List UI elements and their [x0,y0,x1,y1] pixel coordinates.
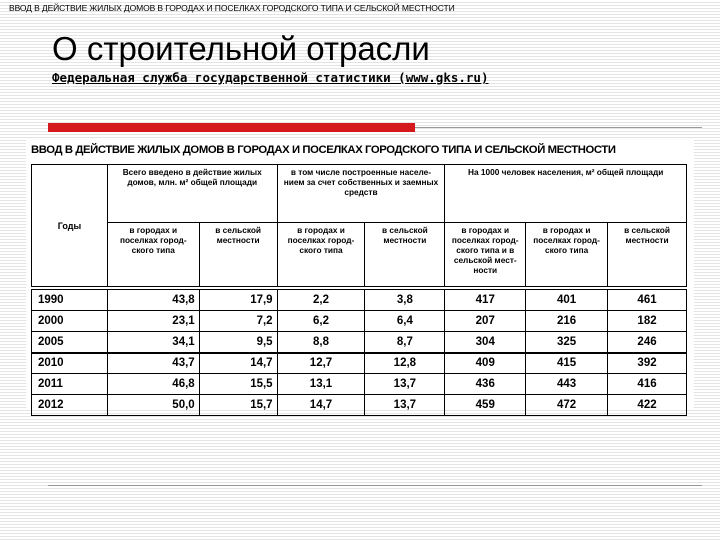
header-sub-urban: в городах и поселках город- ского типа [107,223,199,287]
value-cell: 2,2 [277,290,365,311]
year-cell: 1990 [32,290,108,311]
value-cell: 50,0 [107,395,199,416]
value-cell: 15,5 [199,374,277,395]
header-row-2 [32,223,687,287]
red-accent-bar [48,123,415,132]
header-sub-rural: в сельской местности [365,223,445,287]
table-row [32,395,687,416]
header-row-1 [32,165,687,223]
value-cell: 6,2 [277,311,365,332]
value-cell: 23,1 [107,311,199,332]
value-cell: 43,7 [107,353,199,374]
bottom-divider [48,485,702,486]
value-cell: 325 [526,332,608,353]
value-cell: 13,1 [277,374,365,395]
header-years: Годы [32,165,108,287]
header-sub-urban: в городах и поселках город- ского типа [526,223,608,287]
value-cell: 417 [445,290,526,311]
year-cell: 2011 [32,374,108,395]
value-cell: 409 [445,353,526,374]
value-cell: 461 [608,290,687,311]
statistics-table-image [26,138,694,411]
header-sub-all: в городах и поселках город- ского типа и в сельской мест- ности [445,223,526,287]
value-cell: 472 [526,395,608,416]
year-cell: 2010 [32,353,108,374]
top-caption: ВВОД В ДЕЙСТВИЕ ЖИЛЫХ ДОМОВ В ГОРОДАХ И ПОСЕЛКАХ ГОРОДСКОГО ТИПА И СЕЛЬСКОЙ МЕСТНОСТИ [9,3,455,13]
table-row [32,353,687,374]
value-cell: 443 [526,374,608,395]
value-cell: 12,8 [365,353,445,374]
value-cell: 436 [445,374,526,395]
table-row [32,374,687,395]
page-title: О строительной отрасли [52,30,430,67]
table-title: ВВОД В ДЕЙСТВИЕ ЖИЛЫХ ДОМОВ В ГОРОДАХ И ПОСЕЛКАХ ГОРОДСКОГО ТИПА И СЕЛЬСКОЙ МЕСТНОСТИ [31,144,616,156]
value-cell: 8,8 [277,332,365,353]
value-cell: 6,4 [365,311,445,332]
value-cell: 459 [445,395,526,416]
value-cell: 182 [608,311,687,332]
value-cell: 17,9 [199,290,277,311]
value-cell: 401 [526,290,608,311]
year-cell: 2012 [32,395,108,416]
value-cell: 422 [608,395,687,416]
value-cell: 304 [445,332,526,353]
value-cell: 7,2 [199,311,277,332]
table-row [32,332,687,353]
header-sub-urban: в городах и поселках город- ского типа [277,223,365,287]
value-cell: 9,5 [199,332,277,353]
value-cell: 34,1 [107,332,199,353]
header-per-1000: На 1000 человек населения, м² общей площади [445,165,687,223]
table-row [32,311,687,332]
value-cell: 14,7 [199,353,277,374]
table-body [32,290,687,416]
value-cell: 13,7 [365,395,445,416]
value-cell: 15,7 [199,395,277,416]
housing-statistics-table [31,164,687,416]
value-cell: 43,8 [107,290,199,311]
header-sub-rural: в сельской местности [608,223,687,287]
value-cell: 207 [445,311,526,332]
header-built-by-population: в том числе построенные населе- нием за счет собственных и заемных средств [277,165,445,223]
year-cell: 2005 [32,332,108,353]
value-cell: 13,7 [365,374,445,395]
value-cell: 14,7 [277,395,365,416]
value-cell: 8,7 [365,332,445,353]
value-cell: 415 [526,353,608,374]
table-row [32,290,687,311]
value-cell: 392 [608,353,687,374]
year-cell: 2000 [32,311,108,332]
header-total-introduced: Всего введено в действие жилых домов, млн. м² общей площади [107,165,277,223]
value-cell: 216 [526,311,608,332]
value-cell: 12,7 [277,353,365,374]
value-cell: 46,8 [107,374,199,395]
value-cell: 246 [608,332,687,353]
top-divider [415,127,702,128]
value-cell: 416 [608,374,687,395]
value-cell: 3,8 [365,290,445,311]
source-subtitle: Федеральная служба государственной статистики (www.gks.ru) [52,70,489,85]
header-sub-rural: в сельской местности [199,223,277,287]
